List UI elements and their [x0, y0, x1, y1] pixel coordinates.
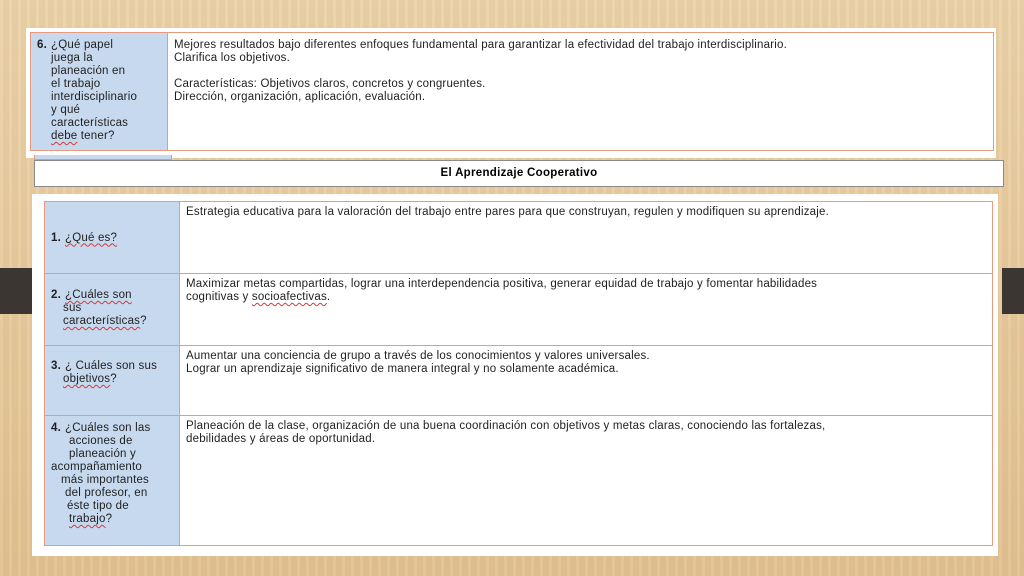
question-line: planeación en: [51, 65, 126, 77]
question-line: del profesor, en: [65, 487, 148, 499]
question-line: planeación y: [69, 448, 136, 460]
table-row: [45, 346, 993, 416]
answer-line: debilidades y áreas de oportunidad.: [186, 433, 376, 445]
answer-line: Maximizar metas compartidas, lograr una interdependencia positiva, generar equidad de trabajo y fomentar habilidades: [186, 278, 818, 290]
question-line-rest: ?: [110, 373, 117, 385]
question-line: más importantes: [61, 474, 150, 486]
table-row: [45, 274, 993, 346]
answer-line: Clarifica los objetivos.: [174, 52, 291, 64]
answer-line: Dirección, organización, aplicación, evaluación.: [174, 91, 426, 103]
question-line: [51, 315, 175, 328]
question-line: interdisciplinario: [51, 91, 138, 103]
answer-line: Estrategia educativa para la valoración del trabajo entre pares para que construyan, regulen y modifiquen su aprendizaje.: [186, 206, 830, 218]
question-6-number: 6.: [37, 39, 47, 51]
question-line: [51, 360, 175, 373]
question-2-cell: [45, 274, 180, 346]
question-6-cell: [31, 33, 168, 151]
answer-2-cell: [180, 274, 993, 346]
question-line: juega la: [51, 52, 93, 64]
background-band-left: [0, 268, 32, 314]
question-line: ¿Qué papel: [51, 39, 114, 51]
spellcheck-word: socioafectivas: [251, 291, 327, 303]
question-number: 1.: [51, 231, 61, 244]
spellcheck-word: trabajo: [69, 513, 106, 525]
answer-4-cell: [180, 416, 993, 546]
question-6-text: [51, 39, 137, 143]
question-line: [51, 289, 175, 302]
question-6-table: [30, 32, 994, 151]
question-line-rest: tener?: [77, 130, 115, 142]
answer-text: cognitivas y: [186, 291, 252, 303]
question-line: el trabajo: [51, 78, 101, 90]
question-line: [51, 130, 137, 143]
spellcheck-word: debe: [51, 130, 78, 142]
question-line-rest: ?: [105, 513, 113, 525]
table-row: [45, 416, 993, 546]
question-1-cell: [45, 202, 180, 274]
question-text: ¿ Cuáles son sus: [65, 360, 158, 372]
question-line-rest: ?: [140, 315, 147, 327]
answer-spacer: [174, 65, 987, 78]
spellcheck-word: objetivos: [63, 373, 111, 385]
question-line: [51, 373, 175, 386]
answer-3-cell: [180, 346, 993, 416]
background-band-right: [1002, 268, 1024, 314]
question-number: 4.: [51, 422, 61, 434]
question-line: sus: [63, 302, 82, 314]
answer-line: Mejores resultados bajo diferentes enfoques fundamental para garantizar la efectividad del trabajo interdisciplinario.: [174, 39, 788, 51]
spellcheck-word: características: [63, 315, 141, 327]
answer-line: Lograr un aprendizaje significativo de manera integral y no solamente académica.: [186, 363, 619, 375]
question-line: [51, 513, 175, 526]
question-number: 2.: [51, 289, 61, 301]
cooperative-learning-table: [44, 201, 993, 546]
question-text: ¿Cuáles son: [65, 289, 132, 301]
table-row: [45, 202, 993, 274]
question-line: acciones de: [69, 435, 133, 447]
question-line: éste tipo de: [67, 500, 129, 512]
question-3-cell: [45, 346, 180, 416]
question-line: y qué: [51, 104, 81, 116]
answer-1-cell: [180, 202, 993, 274]
question-text: ¿Cuáles son las: [65, 422, 151, 434]
question-line: características: [51, 117, 129, 129]
question-number: 3.: [51, 360, 61, 372]
answer-line: [186, 291, 986, 304]
question-text: ¿Qué es?: [65, 231, 118, 244]
answer-line: Aumentar una conciencia de grupo a través de los conocimientos y valores universales.: [186, 350, 650, 362]
question-4-cell: [45, 416, 180, 546]
answer-text: .: [326, 291, 331, 303]
answer-line: Características: Objetivos claros, concretos y congruentes.: [174, 78, 486, 90]
question-line: [51, 422, 175, 435]
section-title: El Aprendizaje Cooperativo: [34, 160, 1004, 187]
answer-6-cell: [168, 33, 994, 151]
answer-line: Planeación de la clase, organización de una buena coordinación con objetivos y metas claras, conociendo las fortalezas,: [186, 420, 826, 432]
question-line: acompañamiento: [51, 461, 143, 473]
